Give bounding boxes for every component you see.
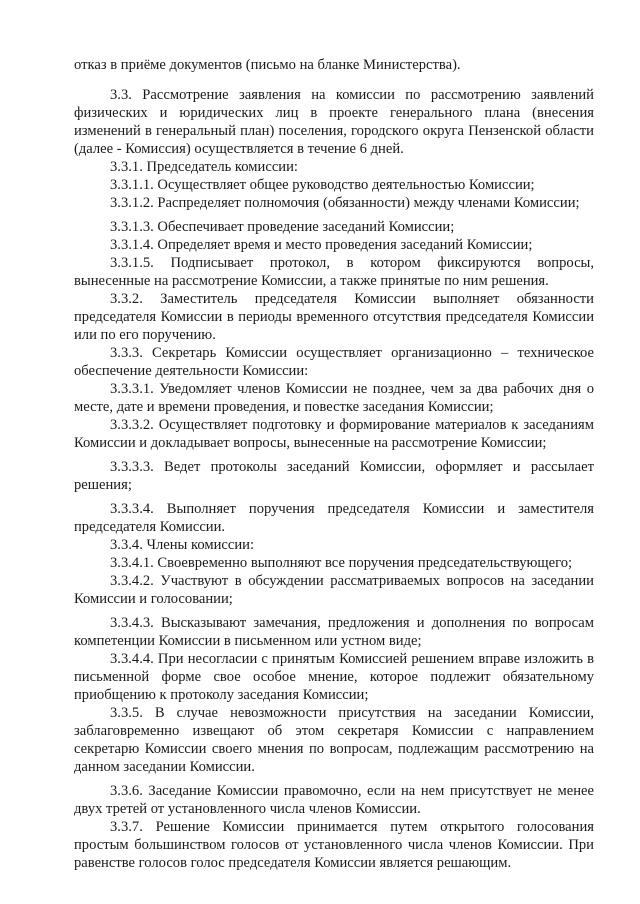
paragraph: 3.3.4.4. При несогласии с принятым Комиссией решением вправе изложить в письменной форме свое особое мнение, которое подлежит обязательному приобщению к протоколу заседания Комиссии; <box>74 651 594 703</box>
paragraph: 3.3. Рассмотрение заявления на комиссии по рассмотрению заявлений физических и юридических лиц в проекте генерального плана (внесения изменений в генеральный план) поселения, городского округа Пензенской области (далее - Комиссия) осуществляется в течение 6 дней. <box>74 87 594 157</box>
paragraph: 3.3.2. Заместитель председателя Комиссии выполняет обязанности председателя Комиссии в периоды временного отсутствия председателя Комиссии или по его поручению. <box>74 291 594 343</box>
paragraph: 3.3.3.3. Ведет протоколы заседаний Комиссии, оформляет и рассылает решения; <box>74 459 594 493</box>
paragraph: 3.3.1.2. Распределяет полномочия (обязанности) между членами Комиссии; <box>110 195 580 211</box>
document-body <box>74 56 594 872</box>
paragraph: 3.3.3. Секретарь Комиссии осуществляет организационно – техническое обеспечение деятельности Комиссии: <box>74 345 594 379</box>
paragraph: 3.3.5. В случае невозможности присутствия на заседании Комиссии, заблаговременно извещают об этом секретаря Комиссии с направлением секретарю Комиссии своего мнения по вопросам, подлежащим рассмотрению на данном заседании Комиссии. <box>74 705 594 775</box>
paragraph: 3.3.3.4. Выполняет поручения председателя Комиссии и заместителя председателя Комиссии. <box>74 501 594 535</box>
paragraph: 3.3.1.1. Осуществляет общее руководство деятельностью Комиссии; <box>110 177 535 193</box>
paragraph: 3.3.7. Решение Комиссии принимается путем открытого голосования простым большинством голосов от установленного числа членов Комиссии. При равенстве голосов голос председателя Комиссии является решающим. <box>74 819 594 871</box>
paragraph: 3.3.1.3. Обеспечивает проведение заседаний Комиссии; <box>110 219 455 235</box>
paragraph: 3.3.6. Заседание Комиссии правомочно, если на нем присутствует не менее двух третей от установленного числа членов Комиссии. <box>74 783 594 817</box>
paragraph: 3.3.3.2. Осуществляет подготовку и формирование материалов к заседаниям Комиссии и докладывает вопросы, вынесенные на рассмотрение Комиссии; <box>74 417 594 451</box>
paragraph: отказ в приёме документов (письмо на бланке Министерства). <box>74 57 461 73</box>
paragraph: 3.3.1. Председатель комиссии: <box>110 159 298 175</box>
paragraph: 3.3.4.1. Своевременно выполняют все поручения председательствующего; <box>110 555 573 571</box>
paragraph: 3.3.1.4. Определяет время и место проведения заседаний Комиссии; <box>110 237 533 253</box>
paragraph: 3.3.1.5. Подписывает протокол, в котором фиксируются вопросы, вынесенные на рассмотрение Комиссии, а также принятые по ним решения. <box>74 255 594 289</box>
paragraph: 3.3.4. Члены комиссии: <box>110 537 255 553</box>
paragraph: 3.3.4.2. Участвуют в обсуждении рассматриваемых вопросов на заседании Комиссии и голосовании; <box>74 573 594 607</box>
paragraph: 3.3.3.1. Уведомляет членов Комиссии не позднее, чем за два рабочих дня о месте, дате и времени проведения, и повестке заседания Комиссии; <box>74 381 594 415</box>
paragraph: 3.3.4.3. Высказывают замечания, предложения и дополнения по вопросам компетенции Комиссии в письменном или устном виде; <box>74 615 594 649</box>
